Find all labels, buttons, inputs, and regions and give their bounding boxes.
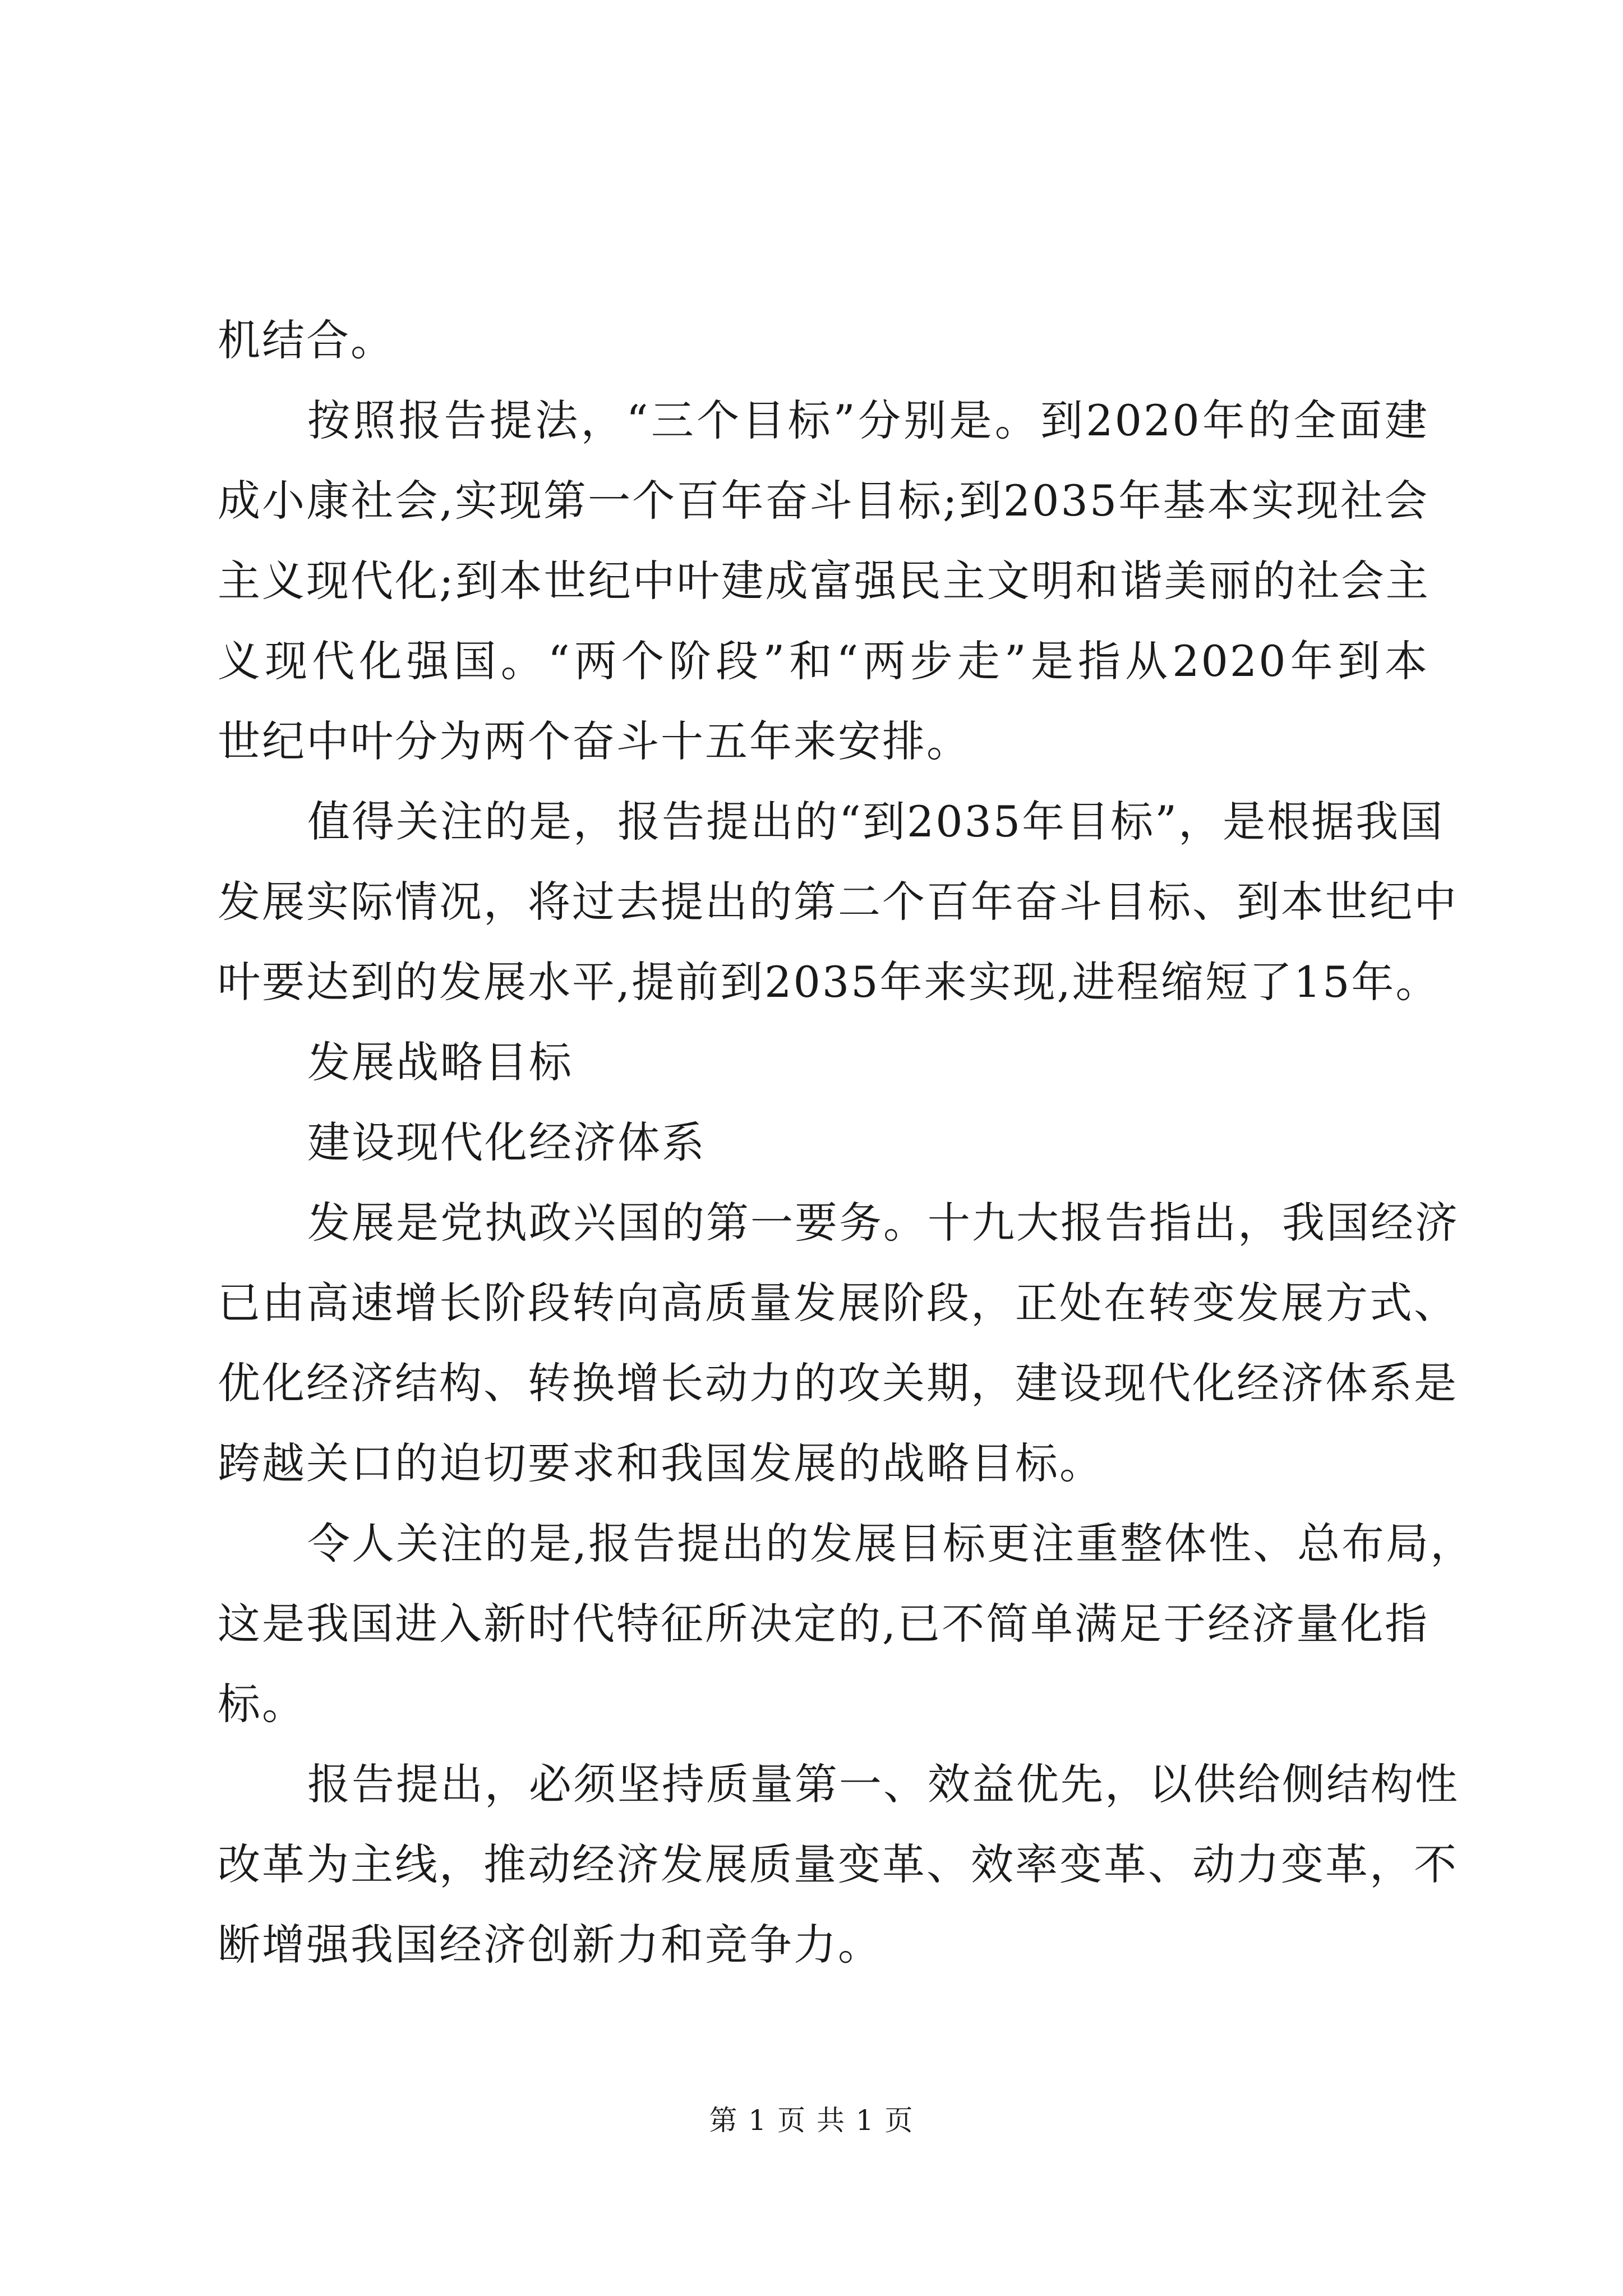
- text-line: 机结合。: [218, 315, 395, 365]
- text-line: 叶要达到的发展水平,提前到2035年来实现,进程缩短了15年。: [218, 957, 1440, 1007]
- paragraph-first-line: 按照报告提法，“三个目标”分别是。到2020年的全面建: [307, 395, 1429, 445]
- paragraph-first-line: 发展是党执政兴国的第一要务。十九大报告指出，我国经济: [307, 1198, 1459, 1248]
- text-line: 发展实际情况，将过去提出的第二个百年奋斗目标、到本世纪中: [218, 877, 1458, 927]
- text-line: 世纪中叶分为两个奋斗十五年来安排。: [218, 716, 971, 766]
- text-line: 已由高速增长阶段转向高质量发展阶段，正处在转变发展方式、: [218, 1278, 1458, 1328]
- paragraph-first-line: 令人关注的是,报告提出的发展目标更注重整体性、总布局，: [307, 1519, 1475, 1568]
- text-line: 义现代化强国。“两个阶段”和“两步走”是指从2020年到本: [218, 636, 1429, 686]
- text-line: 成小康社会,实现第一个百年奋斗目标;到2035年基本实现社会: [218, 476, 1429, 526]
- text-line: 跨越关口的迫切要求和我国发展的战略目标。: [218, 1438, 1104, 1488]
- text-line: 断增强我国经济创新力和竞争力。: [218, 1920, 882, 1970]
- page-footer: 第 1 页 共 1 页: [709, 2104, 914, 2137]
- text-line: 优化经济结构、转换增长动力的攻关期，建设现代化经济体系是: [218, 1358, 1458, 1408]
- section-subheading: 建设现代化经济体系: [307, 1117, 706, 1167]
- text-line: 这是我国进入新时代特征所决定的,已不简单满足于经济量化指: [218, 1599, 1430, 1649]
- text-line: 标。: [218, 1679, 306, 1729]
- text-line: 主义现代化;到本世纪中叶建成富强民主文明和谐美丽的社会主: [218, 556, 1430, 606]
- paragraph-first-line: 值得关注的是，报告提出的“到2035年目标”，是根据我国: [307, 797, 1445, 846]
- paragraph-first-line: 报告提出，必须坚持质量第一、效益优先，以供给侧结构性: [307, 1759, 1459, 1809]
- text-line: 改革为主线，推动经济发展质量变革、效率变革、动力变革，不: [218, 1839, 1458, 1889]
- section-heading: 发展战略目标: [307, 1037, 573, 1087]
